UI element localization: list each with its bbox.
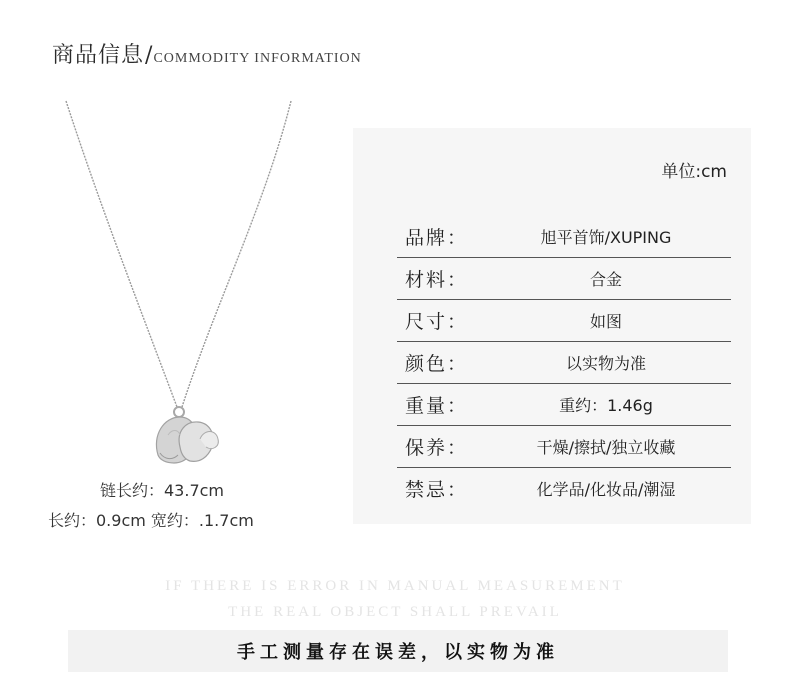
spec-value: 化学品/化妆品/潮湿 bbox=[536, 480, 676, 499]
spec-label: 材料： bbox=[405, 269, 469, 291]
header bbox=[52, 38, 362, 69]
spec-row-brand bbox=[397, 216, 731, 258]
spec-value: 合金 bbox=[589, 270, 622, 289]
spec-row-weight bbox=[397, 384, 731, 426]
specs-panel bbox=[353, 128, 751, 524]
chain-length: 链长约：43.7cm bbox=[100, 481, 225, 500]
chain bbox=[66, 101, 291, 407]
spec-row-material bbox=[397, 258, 731, 300]
spec-label: 颜色： bbox=[405, 353, 469, 375]
unit-label: 单位:cm bbox=[661, 162, 727, 182]
title-en: COMMODITY INFORMATION bbox=[153, 51, 362, 66]
spec-row-size bbox=[397, 300, 731, 342]
spec-label: 品牌： bbox=[405, 227, 469, 249]
watermark-line-1: IF THERE IS ERROR IN MANUAL MEASUREMENT bbox=[165, 578, 625, 594]
pendant-dimensions: 长约：0.9cm 宽约：.1.7cm bbox=[48, 511, 254, 530]
spec-value: 重约：1.46g bbox=[559, 396, 653, 415]
pendant-icon bbox=[156, 407, 218, 463]
footer-note: 手工测量存在误差，以实物为准 bbox=[237, 642, 559, 663]
spec-row-taboo bbox=[397, 468, 731, 509]
title-slash: / bbox=[145, 43, 153, 68]
spec-label: 重量： bbox=[405, 395, 469, 417]
specs-table bbox=[397, 216, 731, 509]
spec-label: 禁忌： bbox=[405, 479, 469, 501]
spec-value: 如图 bbox=[589, 312, 622, 331]
watermark-line-2: THE REAL OBJECT SHALL PREVAIL bbox=[228, 604, 562, 620]
footer-note-bar bbox=[68, 630, 728, 672]
spec-value: 旭平首饰/XUPING bbox=[540, 228, 672, 247]
spec-label: 尺寸： bbox=[405, 311, 469, 333]
spec-value: 以实物为准 bbox=[565, 354, 646, 373]
necklace-image bbox=[40, 95, 320, 485]
spec-label: 保养： bbox=[405, 437, 469, 459]
title-cn: 商品信息 bbox=[52, 43, 145, 68]
spec-row-color bbox=[397, 342, 731, 384]
spec-row-care bbox=[397, 426, 731, 468]
spec-value: 干燥/擦拭/独立收藏 bbox=[536, 438, 676, 457]
